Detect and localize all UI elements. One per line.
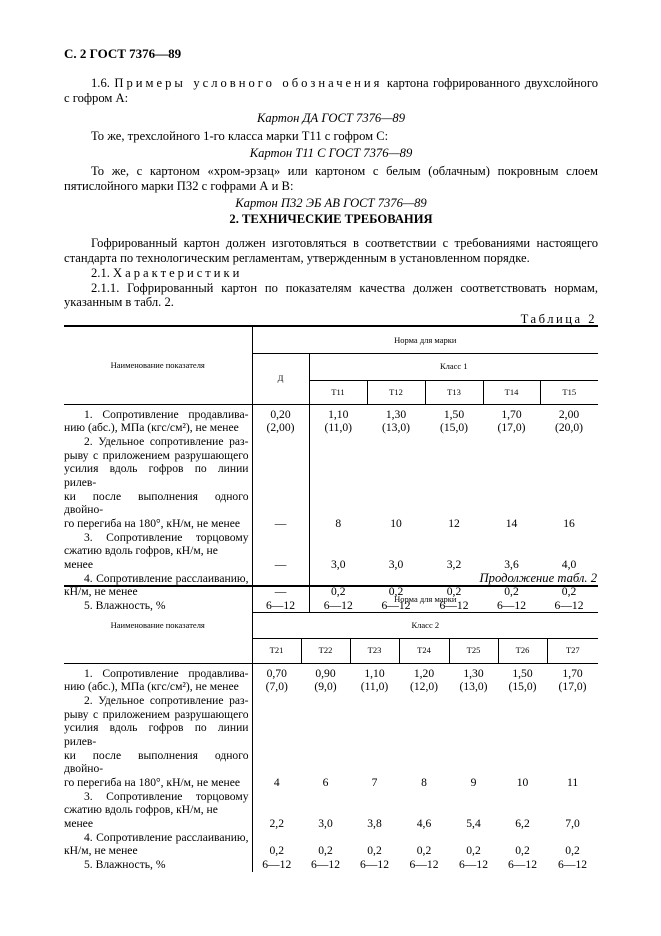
header-norm: Норма для марки [252, 586, 598, 612]
indicator-name-line: 4. Сопротивление расслаиванию, [84, 830, 249, 844]
value-line: 6—12 [439, 598, 469, 612]
indicator-name-line: сжатию вдоль гофров, кН/м, не менее [64, 544, 218, 571]
table-row [64, 435, 598, 531]
value-line: (17,0) [558, 680, 587, 694]
value-line: — [274, 557, 287, 571]
value-cell-d [252, 404, 309, 435]
table-2-caption: Таблица 2 [520, 312, 597, 326]
value-line: (12,0) [409, 680, 438, 694]
example-2: Картон Т11 С ГОСТ 7376—89 [249, 146, 413, 161]
value-cell [252, 831, 301, 858]
header-grade-d: Д [252, 353, 309, 404]
table-row [64, 663, 598, 694]
indicator-name [64, 858, 252, 872]
value-cell [449, 663, 498, 694]
indicator-name-line: 5. Влажность, % [84, 598, 166, 612]
indicator-name-line: нию (абс.), МПа (кгс/см²), не менее [64, 680, 239, 694]
spaced-title: Примеры условного обозначения [114, 76, 383, 90]
value-cell [547, 790, 598, 831]
value-cell [399, 663, 449, 694]
value-line: — [274, 516, 287, 530]
indicator-name [64, 831, 252, 858]
indicator-name-line: 3. Сопротивление торцовому [84, 789, 249, 803]
section-2-body [64, 236, 598, 310]
value-line: 0,2 [388, 585, 404, 599]
value-cell [301, 663, 350, 694]
value-cell [301, 831, 350, 858]
value-line: 3,6 [504, 557, 519, 571]
value-line: (11,0) [360, 680, 389, 694]
value-cell [252, 663, 301, 694]
value-line: 1,50 [443, 407, 465, 421]
value-line: 8 [335, 516, 342, 530]
value-line: 12 [448, 516, 460, 530]
indicator-name-line: 3. Сопротивление торцовому [84, 530, 249, 544]
table-2-cont-caption: Продолжение табл. 2 [479, 571, 597, 585]
value-line: (20,0) [555, 421, 584, 435]
table-row [64, 531, 598, 572]
value-line: 7 [371, 775, 378, 789]
value-cell [309, 435, 367, 531]
value-line: 1,10 [364, 666, 385, 680]
table-2-continued [64, 585, 598, 872]
value-cell [252, 694, 301, 790]
value-line: 10 [516, 775, 529, 789]
value-cell [399, 790, 449, 831]
value-line: (15,0) [508, 680, 537, 694]
value-cell [252, 858, 301, 872]
table-row [64, 694, 598, 790]
value-line: 0,2 [416, 844, 432, 858]
value-line: 6—12 [262, 857, 292, 871]
header-grade: Т14 [483, 380, 540, 404]
indicator-name-line: кН/м, не менее [64, 585, 138, 599]
table-row [64, 404, 598, 435]
header-grade: Т11 [309, 380, 367, 404]
value-cell-d [252, 531, 309, 572]
sub-2-1-title: Характеристики [113, 265, 243, 280]
value-cell [498, 858, 547, 872]
value-line: 0,90 [315, 666, 336, 680]
value-line: 0,2 [515, 844, 530, 858]
table-2 [64, 325, 598, 613]
value-cell [449, 694, 498, 790]
value-line: 1,70 [501, 407, 522, 421]
table-row [64, 790, 598, 831]
value-line: 6,2 [515, 816, 530, 830]
value-cell [309, 531, 367, 572]
value-line: (9,0) [314, 680, 337, 694]
header-grade: Т22 [301, 638, 350, 663]
value-cell [399, 858, 449, 872]
value-cell [425, 435, 483, 531]
indicator-name-line: сжатию вдоль гофров, кН/м, не менее [64, 803, 218, 830]
example-intro [64, 76, 598, 106]
value-cell [540, 404, 598, 435]
value-line: 0,2 [367, 844, 382, 858]
value-cell [425, 404, 483, 435]
indicator-name-line: го перегиба на 180°, кН/м, не менее [64, 516, 241, 530]
value-line: 3,0 [388, 557, 404, 571]
value-line: 6—12 [266, 598, 295, 612]
indicator-name [64, 435, 252, 531]
value-line: 6—12 [323, 598, 353, 612]
value-cell [498, 663, 547, 694]
value-cell [399, 694, 449, 790]
value-line: 4 [273, 775, 280, 789]
indicator-name-line: 4. Сопротивление расслаиванию, [84, 571, 249, 585]
section-2-intro: Гофрированный картон должен изготовляться в соответствии с требованиями настоящего стандарта по технологическим регламентам, утвержденным в установленном порядке. [64, 236, 598, 265]
value-line: 0,20 [270, 407, 291, 421]
value-line: 1,20 [413, 666, 435, 680]
value-line: 6—12 [311, 857, 340, 871]
value-cell [540, 531, 598, 572]
value-cell [301, 790, 350, 831]
value-line: (13,0) [381, 421, 410, 435]
page-header: С. 2 ГОСТ 7376—89 [64, 46, 182, 61]
value-line: 6—12 [381, 598, 411, 612]
indicator-name-line: 1. Сопротивление продавлива- [84, 666, 249, 680]
value-line: 9 [470, 775, 477, 789]
value-line: (7,0) [265, 680, 288, 694]
indicator-name [64, 531, 252, 572]
value-line: 5,4 [466, 816, 481, 830]
value-line: 4,6 [416, 816, 432, 830]
example-3-intro: То же, с картоном «хром-эрзац» или картоном с белым (облачным) покровным слоем пятислойного марки П32 с гофрами А и В: [64, 164, 598, 194]
indicator-name [64, 790, 252, 831]
indicator-name-line: усилия вдоль гофров по линии рилев- [64, 462, 249, 489]
table-row [64, 858, 598, 872]
value-cell [547, 858, 598, 872]
indicator-name [64, 663, 252, 694]
value-cell [367, 531, 425, 572]
header-indicator: Наименование показателя [64, 326, 252, 404]
value-cell [301, 858, 350, 872]
header-grade: Т13 [425, 380, 483, 404]
value-line: 0,2 [331, 585, 346, 599]
sub-2-1-1: 2.1.1. Гофрированный картон по показателям качества должен соответствовать нормам, указанным в табл. 2. [64, 280, 598, 310]
value-line: 0,2 [565, 844, 580, 858]
value-line: 1,30 [385, 407, 407, 421]
value-line: 10 [390, 516, 402, 530]
value-line: 2,2 [269, 816, 284, 830]
value-line: 11 [566, 775, 579, 789]
value-cell [309, 404, 367, 435]
intro-text: картона гофрированного двухслойного с гофром А: [64, 76, 598, 105]
header-grade: Т15 [540, 380, 598, 404]
value-line: 3,8 [367, 816, 382, 830]
value-line: 6 [322, 775, 329, 789]
value-cell [547, 663, 598, 694]
header-class-1: Класс 1 [309, 353, 598, 380]
indicator-name-line: 2. Удельное сопротивление раз- [84, 693, 249, 707]
indicator-name-line: ки после выполнения одного двойно- [64, 489, 249, 517]
header-indicator: Наименование показателя [64, 586, 252, 663]
header-grade: Т24 [399, 638, 449, 663]
value-cell [483, 404, 540, 435]
example-2-intro: То же, трехслойного 1-го класса марки Т11 с гофром С: [91, 128, 389, 143]
example-1: Картон ДА ГОСТ 7376—89 [256, 110, 406, 125]
value-line: (17,0) [497, 421, 526, 435]
table-row [64, 831, 598, 858]
value-line: 3,2 [446, 557, 462, 571]
value-line: 0,2 [466, 844, 481, 858]
indicator-name-line: нию (абс.), МПа (кгс/см²), не менее [64, 421, 239, 435]
header-grade: Т26 [498, 638, 547, 663]
value-line: (13,0) [459, 680, 488, 694]
value-line: 6—12 [508, 857, 537, 871]
section-number: 1.6. [91, 76, 110, 90]
example-3: Картон П32 ЭБ АВ ГОСТ 7376—89 [235, 196, 427, 211]
value-cell [399, 831, 449, 858]
value-line: 0,70 [266, 666, 287, 680]
value-line: 0,2 [269, 844, 284, 858]
header-grade: Т23 [350, 638, 399, 663]
indicator-name [64, 404, 252, 435]
value-line: 0,2 [561, 585, 577, 599]
value-cell [252, 790, 301, 831]
header-grade: Т25 [449, 638, 498, 663]
header-norm: Норма для марки [252, 326, 598, 353]
value-cell [483, 531, 540, 572]
value-cell [498, 831, 547, 858]
section-2-title: 2. ТЕХНИЧЕСКИЕ ТРЕБОВАНИЯ [229, 212, 433, 226]
header-grade: Т12 [367, 380, 425, 404]
indicator-name-line: кН/м, не менее [64, 844, 138, 858]
value-cell [301, 694, 350, 790]
value-cell [498, 694, 547, 790]
value-line: 6—12 [459, 857, 488, 871]
value-cell [498, 790, 547, 831]
value-line: 0,2 [504, 585, 519, 599]
value-cell [540, 435, 598, 531]
indicator-name-line: ки после выполнения одного двойно- [64, 748, 249, 776]
value-line: 6—12 [558, 857, 588, 871]
indicator-name-line: го перегиба на 180°, кН/м, не менее [64, 775, 241, 789]
value-line: 7,0 [565, 816, 580, 830]
section-1-6 [64, 76, 598, 211]
value-cell [483, 435, 540, 531]
value-line: 0,2 [446, 585, 462, 599]
value-line: 14 [505, 516, 518, 530]
indicator-name-line: рыву с приложением разрушающего [64, 448, 249, 462]
value-line: 6—12 [409, 857, 439, 871]
indicator-name-line: рыву с приложением разрушающего [64, 707, 249, 721]
value-line: 3,0 [331, 557, 346, 571]
value-line: 8 [421, 775, 427, 789]
indicator-name-line: 1. Сопротивление продавлива- [84, 407, 249, 421]
value-cell [547, 694, 598, 790]
indicator-name-line: усилия вдоль гофров по линии рилев- [64, 721, 249, 748]
header-grade: Т21 [252, 638, 301, 663]
value-line: — [274, 585, 287, 599]
value-line: 1,50 [512, 666, 533, 680]
value-cell [350, 831, 399, 858]
value-line: 3,0 [318, 816, 333, 830]
value-line: 16 [563, 516, 575, 530]
indicator-name [64, 694, 252, 790]
value-cell [350, 694, 399, 790]
value-line: 0,2 [318, 844, 333, 858]
value-cell [547, 831, 598, 858]
header-grade: Т27 [547, 638, 598, 663]
value-line: (11,0) [324, 421, 353, 435]
value-cell [350, 790, 399, 831]
value-cell-d [252, 435, 309, 531]
value-cell [350, 663, 399, 694]
value-line: 1,30 [463, 666, 484, 680]
value-cell [449, 831, 498, 858]
sub-2-1 [64, 266, 598, 281]
sub-2-1-number: 2.1. [91, 265, 110, 280]
value-cell [425, 531, 483, 572]
value-cell [350, 858, 399, 872]
value-line: 6—12 [497, 598, 526, 612]
value-line: 6—12 [554, 598, 584, 612]
value-line: 2,00 [558, 407, 580, 421]
value-line: (2,00) [266, 421, 295, 435]
indicator-name-line: 5. Влажность, % [84, 857, 166, 871]
value-cell [449, 858, 498, 872]
value-line: 6—12 [360, 857, 389, 871]
header-class-2: Класс 2 [252, 612, 598, 638]
value-line: 1,10 [328, 407, 349, 421]
value-cell [367, 404, 425, 435]
value-line: 1,70 [562, 666, 583, 680]
value-line: 4,0 [561, 557, 577, 571]
indicator-name-line: 2. Удельное сопротивление раз- [84, 434, 249, 448]
value-cell [367, 435, 425, 531]
value-line: (15,0) [439, 421, 468, 435]
value-cell [449, 790, 498, 831]
